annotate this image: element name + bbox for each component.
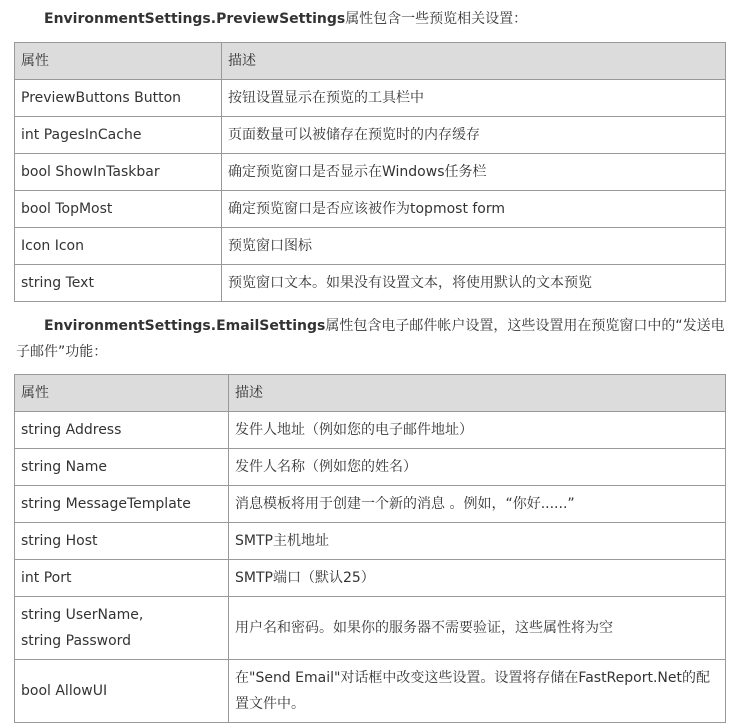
table-row (15, 117, 726, 154)
header-description: 描述 (222, 43, 726, 80)
section2-intro-bold: EnvironmentSettings.EmailSettings (44, 318, 326, 334)
description-cell: 在"Send Email"对话框中改变这些设置。设置将存储在FastReport.Net的配置文件中。 (229, 660, 726, 723)
description-cell: 发件人地址（例如您的电子邮件地址） (229, 412, 726, 449)
description-cell: 按钮设置显示在预览的工具栏中 (222, 80, 726, 117)
email-settings-table (14, 374, 726, 723)
header-property: 属性 (15, 375, 229, 412)
property-cell: string Address (15, 412, 229, 449)
table-row (15, 486, 726, 523)
property-cell: Icon Icon (15, 228, 222, 265)
property-cell: string Text (15, 265, 222, 302)
header-description: 描述 (229, 375, 726, 412)
description-cell: 发件人名称（例如您的姓名） (229, 449, 726, 486)
property-cell: string MessageTemplate (15, 486, 229, 523)
property-cell: string Host (15, 523, 229, 560)
property-cell: string Name (15, 449, 229, 486)
property-cell: bool AllowUI (15, 660, 229, 723)
description-cell: 消息模板将用于创建一个新的消息 。例如，“你好......” (229, 486, 726, 523)
table-header-row (15, 43, 726, 80)
table-row (15, 560, 726, 597)
property-cell: bool ShowInTaskbar (15, 154, 222, 191)
section1-intro-rest: 属性包含一些预览相关设置： (345, 11, 528, 27)
table-row (15, 523, 726, 560)
table-row (15, 660, 726, 723)
table-row (15, 80, 726, 117)
section2-intro (16, 313, 730, 365)
table-row (15, 449, 726, 486)
property-cell: int PagesInCache (15, 117, 222, 154)
table-row (15, 412, 726, 449)
description-cell: 页面数量可以被储存在预览时的内存缓存 (222, 117, 726, 154)
description-cell: 确定预览窗口是否应该被作为topmost form (222, 191, 726, 228)
table-row (15, 597, 726, 660)
description-cell: 预览窗口图标 (222, 228, 726, 265)
preview-settings-table (14, 42, 726, 302)
description-cell: SMTP主机地址 (229, 523, 726, 560)
table-header-row (15, 375, 726, 412)
property-cell: int Port (15, 560, 229, 597)
description-cell: 预览窗口文本。如果没有设置文本，将使用默认的文本预览 (222, 265, 726, 302)
description-cell: 用户名和密码。如果你的服务器不需要验证，这些属性将为空 (229, 597, 726, 660)
table-row (15, 228, 726, 265)
section2-intro-rest: 属性包含电子邮件帐户设置，这些设置用在预览窗口中的“发送电子邮件”功能： (16, 318, 725, 360)
property-cell: string UserName, string Password (15, 597, 229, 660)
section1-intro (16, 6, 730, 32)
table-row (15, 265, 726, 302)
header-property: 属性 (15, 43, 222, 80)
table-row (15, 191, 726, 228)
description-cell: 确定预览窗口是否显示在Windows任务栏 (222, 154, 726, 191)
property-cell: bool TopMost (15, 191, 222, 228)
table-row (15, 154, 726, 191)
property-cell: PreviewButtons Button (15, 80, 222, 117)
description-cell: SMTP端口（默认25） (229, 560, 726, 597)
section1-intro-bold: EnvironmentSettings.PreviewSettings (44, 11, 346, 27)
